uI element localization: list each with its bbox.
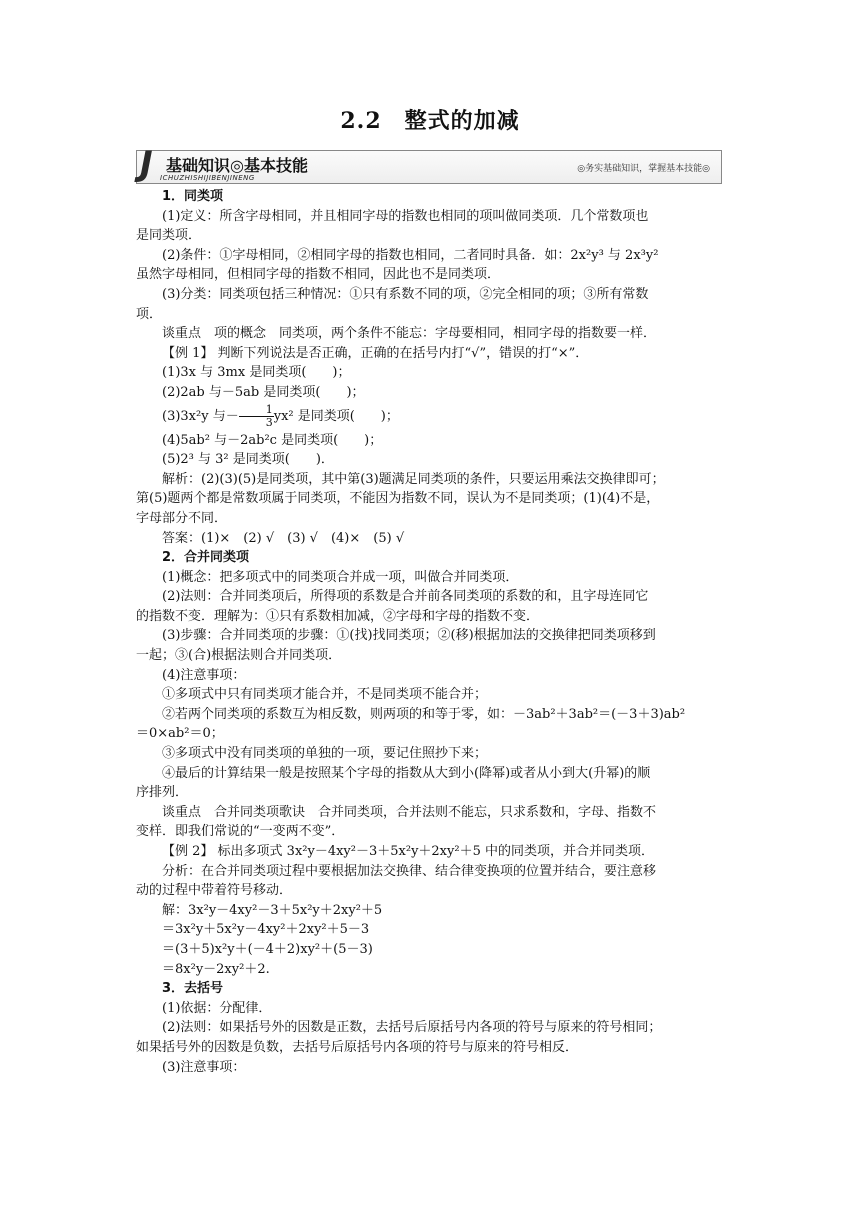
banner-letter: J xyxy=(140,144,153,184)
paragraph-line: (2)法则：合并同类项后，所得项的系数是合并前各同类项的系数的和，且字母连同它 xyxy=(162,589,649,605)
solution-line: ＝3x²y＋5x²y－4xy²＋2xy²＋5－3 xyxy=(162,922,370,938)
example-2-prompt: 【例 2】 标出多项式 3x²y－4xy²－3＋5x²y＋2xy²＋5 中的同类项，并合并同类项． xyxy=(162,844,654,859)
paragraph-line: (2)法则：如果括号外的因数是正数，去括号后原括号内各项的符号与原来的符号相同； xyxy=(162,1020,662,1036)
key-point: 谈重点 合并同类项歌诀 合并同类项，合并法则不能忘，只求系数和，字母、指数不 xyxy=(162,804,657,820)
paragraph-line: (3)注意事项： xyxy=(162,1059,246,1075)
example-1-item: (5)2³ 与 3² 是同类项( )． xyxy=(162,452,334,468)
paragraph-line: ③多项式中没有同类项的单独的一项，要记住照抄下来； xyxy=(162,746,488,762)
paragraph-line: (2)条件：①字母相同，②相同字母的指数也相同，二者同时具备．如：2x²y³ 与 2x³y² xyxy=(162,247,659,263)
banner-slogan: ◎务实基础知识，掌握基本技能◎ xyxy=(577,164,710,174)
paragraph-line: 如果括号外的因数是负数，去括号后原括号内各项的符号与原来的符号相反． xyxy=(136,1039,579,1055)
paragraph-line: ①多项式中只有同类项才能合并，不是同类项不能合并； xyxy=(162,687,488,703)
paragraph-line: 一起；③(合)根据法则合并同类项． xyxy=(136,648,342,664)
paragraph-line: (1)依据：分配律． xyxy=(162,1000,272,1016)
solution-line: ＝8x²y－2xy²＋2. xyxy=(162,961,270,977)
section-heading-3: 3．去括号 xyxy=(162,981,224,997)
banner-title: 基础知识◎基本技能 xyxy=(166,156,308,175)
solution-line: 解：3x²y－4xy²－3＋5x²y＋2xy²＋5 xyxy=(162,902,383,918)
fraction-denominator: 3 xyxy=(265,415,273,429)
solution-line: ＝(3＋5)x²y＋(－4＋2)xy²＋(5－3) xyxy=(162,941,373,957)
analysis-line: 动的过程中带着符号移动． xyxy=(136,883,293,899)
example-1-prompt: 【例 1】 判断下列说法是否正确，正确的在括号内打“√”，错误的打“×”． xyxy=(162,345,589,361)
paragraph-line: (3)分类：同类项包括三种情况：①只有系数不同的项，②完全相同的项；③所有常数 xyxy=(162,286,649,302)
paragraph-line: 序排列． xyxy=(136,785,189,801)
page-title: 2.2 整式的加减 xyxy=(340,108,520,134)
analysis-line: 字母部分不同． xyxy=(136,510,228,526)
paragraph-line: 虽然字母相同，但相同字母的指数不相同，因此也不是同类项． xyxy=(136,267,501,283)
document-body xyxy=(136,187,722,1077)
paragraph-line: (1)定义：所含字母相同，并且相同字母的指数也相同的项叫做同类项．几个常数项也 xyxy=(162,208,649,224)
paragraph-line: ＝0×ab²＝0； xyxy=(136,726,224,742)
paragraph-line: 项． xyxy=(136,306,163,322)
analysis-line: 分析：在合并同类项过程中要根据加法交换律、结合律变换项的位置并结合，要注意移 xyxy=(162,863,657,879)
paragraph-line: 是同类项． xyxy=(136,228,202,244)
example-1-item: (2)2ab 与－5ab 是同类项( )； xyxy=(162,384,365,400)
section-banner xyxy=(136,144,722,186)
key-point: 变样．即我们常说的“一变两不变”． xyxy=(136,824,345,840)
analysis-line: 解析：(2)(3)(5)是同类项，其中第(3)题满足同类项的条件，只要运用乘法交换律即可； xyxy=(162,471,665,487)
fraction-numerator: 1 xyxy=(239,404,274,417)
answer-line: 答案：(1)× (2) √ (3) √ (4)× (5) √ xyxy=(162,530,405,546)
item-text-before-fraction: (3)3x²y 与－ xyxy=(162,408,239,424)
analysis-line: 第(5)题两个都是常数项属于同类项，不能因为指数不同，误认为不是同类项；(1)(4)不是， xyxy=(136,491,660,507)
paragraph-line: 的指数不变．理解为：①只有系数相加减，②字母和字母的指数不变． xyxy=(136,608,540,624)
paragraph-line: ④最后的计算结果一般是按照某个字母的指数从大到小(降幂)或者从小到大(升幂)的顺 xyxy=(162,765,651,781)
banner-pinyin: ICHUZHISHIJIBENJINENG xyxy=(160,174,255,182)
section-heading-2: 2．合并同类项 xyxy=(162,550,250,566)
key-point: 谈重点 项的概念 同类项，两个条件不能忘：字母要相同，相同字母的指数要一样． xyxy=(162,326,657,342)
item-text-after-fraction: yx² 是同类项( )； xyxy=(273,408,399,424)
example-1-item-3 xyxy=(136,403,722,431)
paragraph-line: (3)步骤：合并同类项的步骤：①(找)找同类项；②(移)根据加法的交换律把同类项移到 xyxy=(162,628,656,644)
paragraph-line: (4)注意事项： xyxy=(162,667,246,683)
section-heading-1: 1．同类项 xyxy=(162,189,224,204)
fraction-one-third xyxy=(239,404,274,429)
example-1-item: (1)3x 与 3mx 是同类项( )； xyxy=(162,365,351,381)
example-1-item: (4)5ab² 与－2ab²c 是同类项( )； xyxy=(162,432,383,448)
paragraph-line: ②若两个同类项的系数互为相反数，则两项的和等于零，如：－3ab²＋3ab²＝(－3＋3)ab² xyxy=(162,706,686,722)
paragraph-line: (1)概念：把多项式中的同类项合并成一项，叫做合并同类项． xyxy=(162,569,519,585)
